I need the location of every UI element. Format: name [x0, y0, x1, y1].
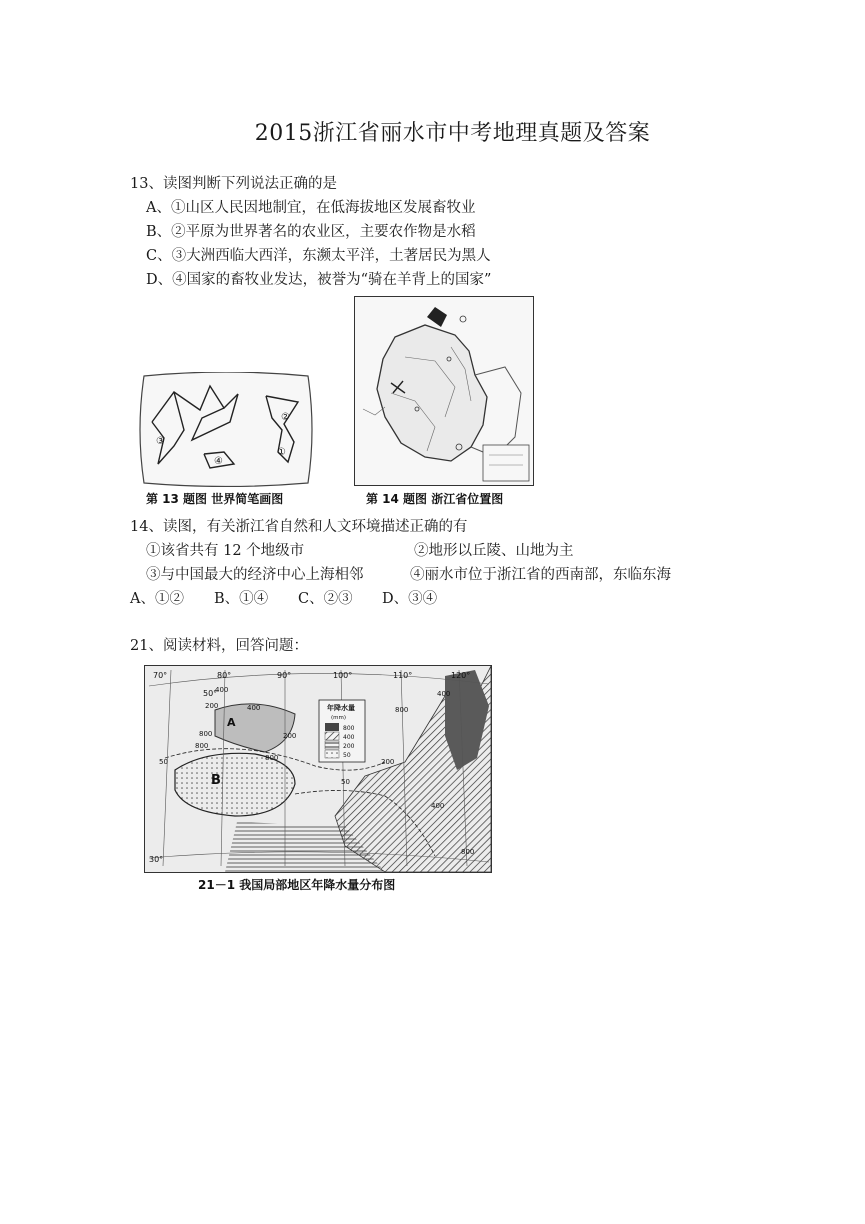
q13-option-c: C、③大洲西临大西洋，东濒太平洋，土著居民为黑人 [146, 248, 491, 264]
iso-value: 200 [205, 702, 219, 710]
q13-option-a: A、①山区人民因地制宜，在低海拔地区发展畜牧业 [146, 200, 476, 216]
region-a-label: A [227, 716, 236, 729]
iso-value: 50 [341, 778, 350, 786]
world-sketch-map [138, 372, 314, 487]
legend-unit: (mm) [331, 715, 347, 721]
q14-statement-2: ②地形以丘陵、山地为主 [414, 543, 574, 559]
iso-value: 800 [461, 848, 475, 856]
q13-stem: 13、读图判断下列说法正确的是 [130, 176, 337, 192]
lon-110-label: 110° [393, 671, 413, 680]
fig13-mark-1: ① [277, 447, 286, 458]
q14-statement-4: ④丽水市位于浙江省的西南部，东临东海 [410, 567, 671, 583]
q13-option-b: B、②平原为世界著名的农业区，主要农作物是水稻 [146, 224, 476, 240]
q14-choice-c: C、②③ [298, 591, 353, 607]
iso-value: 800 [265, 754, 279, 762]
lon-120-label: 120° [451, 671, 471, 680]
legend-value-50: 50 [343, 752, 351, 759]
legend-title: 年降水量 [327, 704, 355, 712]
q13-figure [138, 372, 314, 487]
lat-30-label: 30° [149, 855, 164, 864]
q21-stem: 21、阅读材料，回答问题： [130, 638, 308, 654]
q14-choice-b: B、①④ [214, 591, 269, 607]
legend-value-200: 200 [343, 743, 355, 750]
lon-90-label: 90° [277, 671, 292, 680]
lat-50-label: 50° [203, 689, 218, 698]
iso-value: 50 [159, 758, 168, 766]
iso-value: 200 [283, 732, 297, 740]
iso-value: 400 [437, 690, 451, 698]
fig13-mark-4: ④ [214, 456, 223, 467]
iso-value: 400 [431, 802, 445, 810]
q21-figure-caption: 21－1 我国局部地区年降水量分布图 [198, 878, 396, 892]
legend-value-400: 400 [343, 734, 355, 741]
map-legend [319, 700, 365, 762]
zhejiang-location-map [355, 297, 533, 485]
q14-choice-a: A、①② [130, 591, 184, 607]
region-b-label: B [211, 773, 221, 788]
q14-statement-3: ③与中国最大的经济中心上海相邻 [146, 567, 364, 583]
precipitation-map [145, 666, 491, 872]
lon-70-label: 70° [153, 671, 168, 680]
q13-option-d: D、④国家的畜牧业发达，被誉为“骑在羊背上的国家” [146, 272, 492, 288]
fig13-mark-3: ③ [156, 436, 165, 447]
page-title: 2015浙江省丽水市中考地理真题及答案 [254, 121, 651, 146]
q13-figure-caption: 第 13 题图 世界简笔画图 [146, 492, 284, 506]
q14-stem: 14、读图，有关浙江省自然和人文环境描述正确的有 [130, 519, 468, 535]
lon-80-label: 80° [217, 671, 232, 680]
iso-value: 800 [195, 742, 209, 750]
fig13-mark-2: ② [281, 412, 290, 423]
q21-figure [144, 665, 492, 873]
iso-value: 800 [199, 730, 213, 738]
iso-value: 800 [395, 706, 409, 714]
q14-figure [354, 296, 534, 486]
q14-figure-caption: 第 14 题图 浙江省位置图 [366, 492, 504, 506]
q14-choice-d: D、③④ [382, 591, 438, 607]
lon-100-label: 100° [333, 671, 353, 680]
legend-value-800: 800 [343, 725, 355, 732]
iso-value: 400 [215, 686, 229, 694]
iso-value: 400 [247, 704, 261, 712]
iso-value: 200 [381, 758, 395, 766]
q14-statement-1: ①该省共有 12 个地级市 [146, 543, 305, 559]
